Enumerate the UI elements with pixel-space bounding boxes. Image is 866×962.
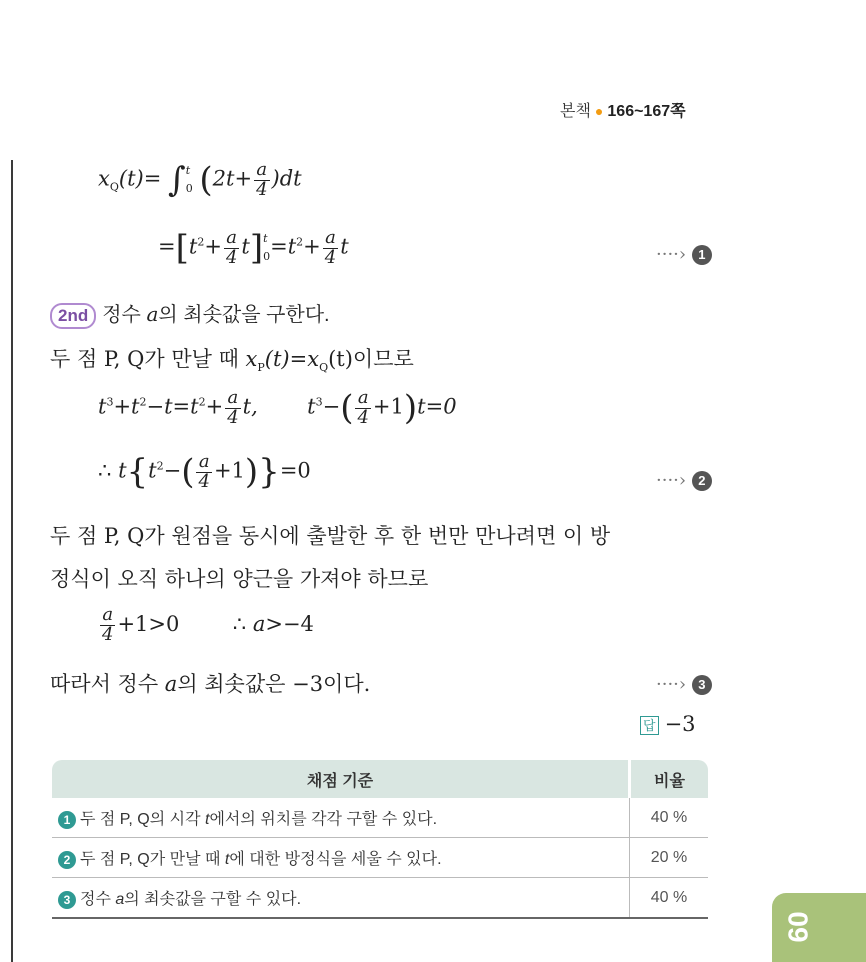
step-marker-3: ····› 3 [656,674,712,695]
fraction: $\frac{a}{4}$ [256,158,268,200]
header-ratio: 비율 [630,760,709,798]
table-row: 3 정수 a의 최솟값을 구할 수 있다. 40 % [52,878,708,919]
table-row: 1 두 점 P, Q의 시각 t에서의 위치를 각각 구할 수 있다. 40 % [52,798,708,838]
answer [640,712,696,736]
equation-inequality: $\frac{a}{4}$ +1>0 ∴ a>−4 [102,604,314,645]
paragraph-line-1: 두 점 P, Q가 원점을 동시에 출발한 후 한 번만 만나려면 이 방 [50,524,611,548]
equation-xq-result: $=[t^2+$ $\frac{a}{4}$ t] t 0 $=t^2+$ $\frac{a}{4}$ t [158,226,349,268]
margin-rule [11,160,13,962]
page-range: 166~167쪽 [607,103,686,120]
integral-icon: ∫ [167,160,186,200]
chapter-tab [772,893,866,962]
bullet-icon: ● [594,103,604,119]
book-ref-label: 본책 [560,103,591,120]
conclusion-line: 따라서 정수 a의 최솟값은 −3이다. [50,672,371,696]
text-line-meet: 두 점 P, Q가 만날 때 $x_P(t)=x_Q(t)$이므로 [50,347,414,375]
step-heading: 2nd 정수 a의 최솟값을 구한다. [50,298,330,329]
equation-xq-integral: $x_Q(t)=$ ∫ t 0 (2t+ $\frac{a}{4}$ )dt [98,158,302,200]
chapter-number: 09 [782,911,814,943]
step-badge: 2nd [50,303,96,329]
table-header [52,760,708,798]
page-reference [560,98,686,121]
scoring-table [52,760,708,919]
step-marker-2: ····› 2 [656,470,712,491]
equation-factored: ∴ $t\{t^2-$( $\frac{a}{4}$ +1)}=0 [98,450,311,492]
paragraph-line-2: 정식이 오직 하나의 양근을 가져야 하므로 [50,567,429,591]
answer-label: 답 [640,716,659,735]
step-marker-1: ····› 1 [656,244,712,265]
table-row: 2 두 점 P, Q가 만날 때 t에 대한 방정식을 세울 수 있다. 20 % [52,838,708,878]
answer-value: −3 [664,712,696,736]
header-criteria: 채점 기준 [52,760,630,798]
equation-meet: $t^3+t^2-t=t^2+$ $\frac{a}{4}$ t, $t^3-$( $\frac{a}{4}$ +1)t=0 [98,386,457,428]
